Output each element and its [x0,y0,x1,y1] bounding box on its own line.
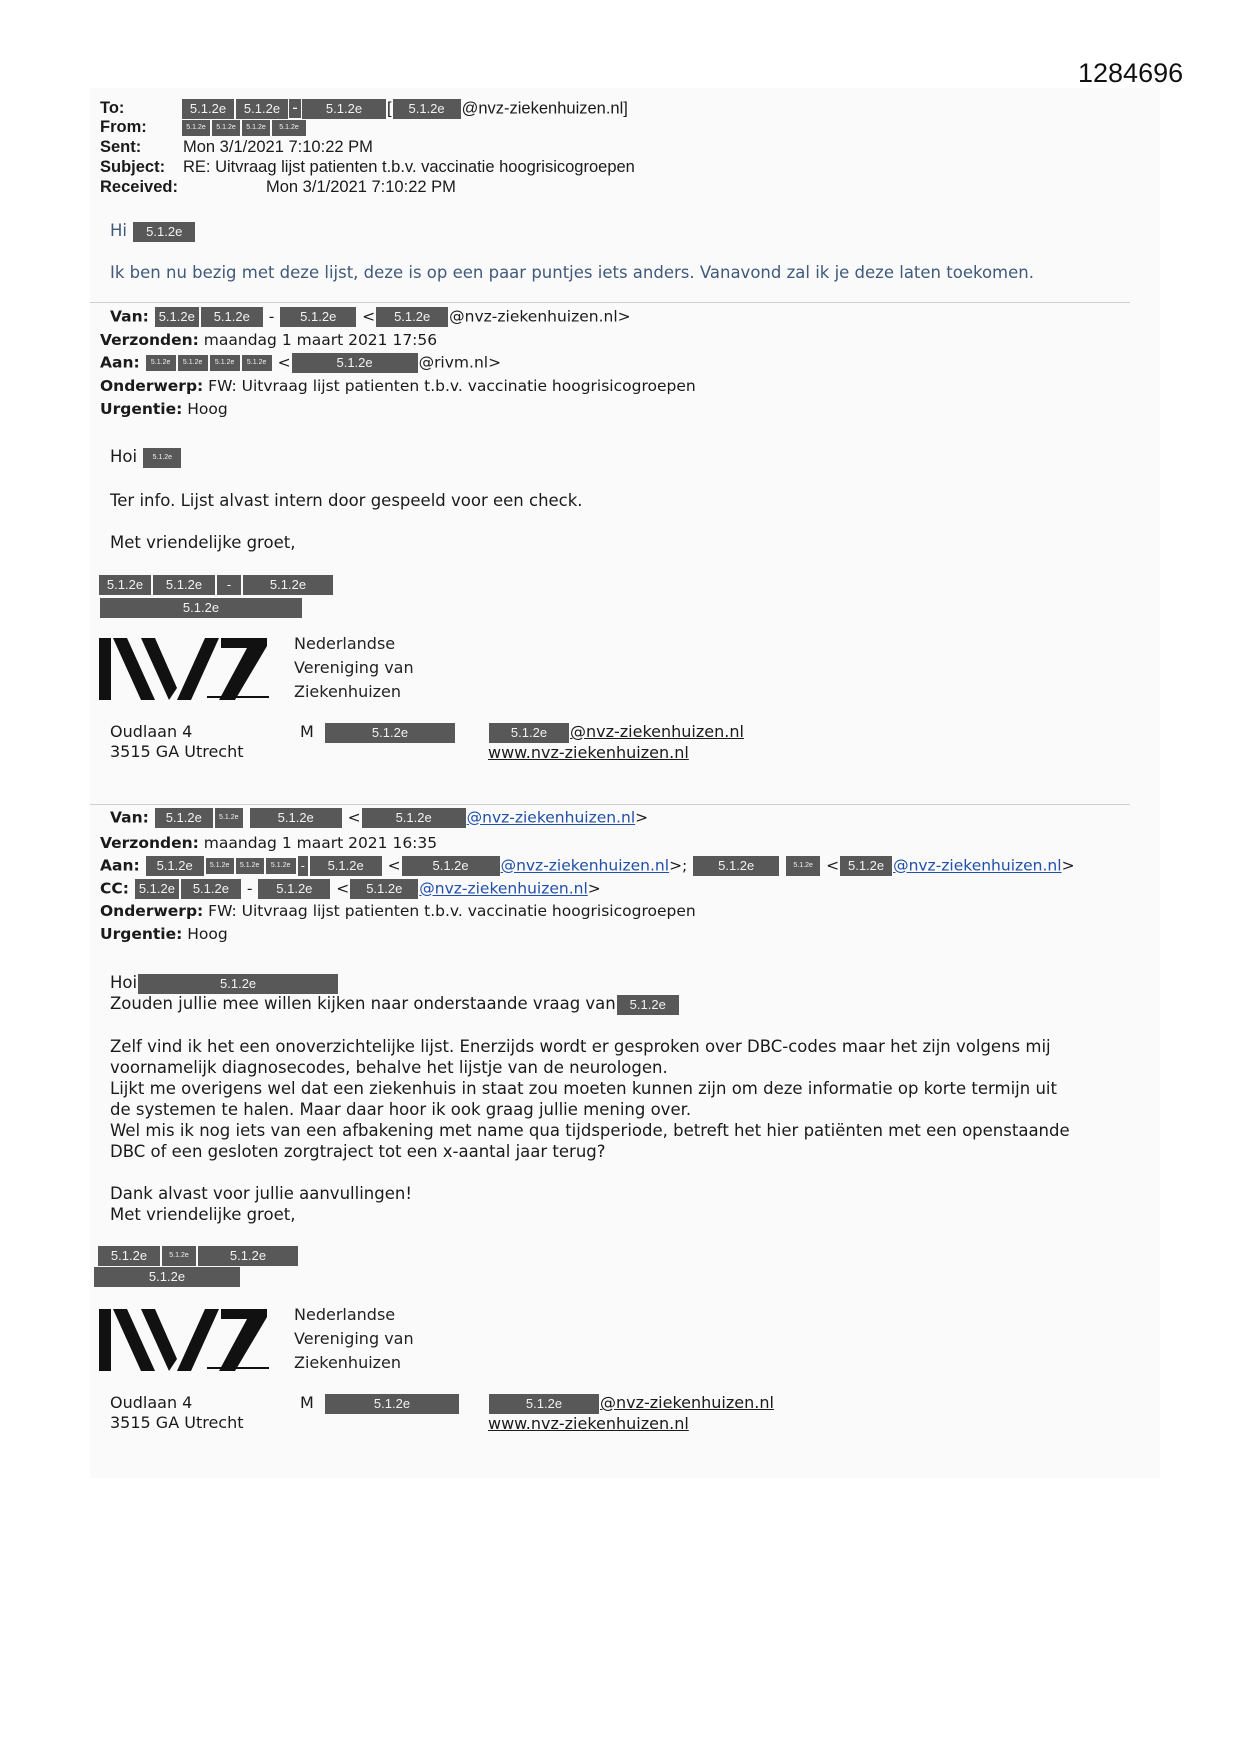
paragraph-line: de systemen te halen. Maar daar hoor ik ook graag jullie mening over. [110,1100,692,1119]
urgentie-label: Urgentie: [100,925,183,943]
redaction: 5.1.2e [215,808,243,828]
email-link[interactable]: @nvz-ziekenhuizen.nl [600,1393,774,1412]
separator [90,302,1130,303]
redaction: 5.1.2e [135,879,179,899]
redaction: 5.1.2e [153,575,215,595]
greeting-text: Hoi [110,447,138,466]
logo-line-1: Nederlandse [294,1305,396,1324]
redaction: 5.1.2e [133,222,195,242]
sent-value: Mon 3/1/2021 7:10:22 PM [183,138,373,156]
redaction: 5.1.2e [155,808,213,828]
website-link[interactable]: www.nvz-ziekenhuizen.nl [488,1413,689,1433]
redaction: 5.1.2e [362,808,466,828]
verzonden-value: maandag 1 maart 2021 17:56 [203,331,438,349]
to-label: To: [100,99,125,118]
aan-row: Aan: 5.1.2e 5.1.2e 5.1.2e 5.1.2e < 5.1.2e @rivm.nl> [100,353,502,372]
separator [90,804,1130,805]
address-block [110,1393,244,1433]
redaction: 5.1.2e [250,808,342,828]
redaction: 5.1.2e [280,307,356,327]
signature-name-redacted [97,1245,299,1266]
logo-wordmark [294,632,414,704]
verzonden-row [100,834,437,852]
van-label: Van: [110,808,149,827]
dash: - [289,99,301,118]
closing-text: Met vriendelijke groet, [110,1205,296,1224]
aan-email-link-1[interactable]: @nvz-ziekenhuizen.nl [500,856,670,875]
redaction: 5.1.2e [302,99,386,119]
logo-wordmark [294,1303,414,1375]
verzonden-row [100,331,437,349]
aan-row: Aan: 5.1.2e 5.1.2e 5.1.2e 5.1.2e - 5.1.2e < 5.1.2e @nvz-ziekenhuizen.nl>; 5.1.2e 5.1.2e < 5.1.2e @nvz-ziekenhuizen.nl> [100,856,1075,875]
street: Oudlaan 4 [110,722,193,741]
verzonden-value: maandag 1 maart 2021 16:35 [203,834,438,852]
paragraph-line: Lijkt me overigens wel dat een ziekenhuis in staat zou moeten kunnen zijn om deze informatie op korte termijn uit [110,1079,1057,1098]
question-text: Zouden jullie mee willen kijken naar onderstaande vraag van [110,994,616,1013]
verzonden-label: Verzonden: [100,331,199,349]
redaction: 5.1.2e [182,120,210,136]
signature-title-redacted [99,597,303,618]
redaction: 5.1.2e [201,307,263,327]
contact-links [488,722,744,763]
onderwerp-value: FW: Uitvraag lijst patienten t.b.v. vaccinatie hoogrisicogroepen [208,902,696,920]
paragraph-line: DBC of een gesloten zorgtraject tot een x-aantal jaar terug? [110,1142,606,1161]
redaction: 5.1.2e [376,307,448,327]
redaction: 5.1.2e [146,856,204,876]
redaction: 5.1.2e [178,355,208,371]
redaction: 5.1.2e [155,307,199,327]
cc-email-link[interactable]: @nvz-ziekenhuizen.nl [419,879,588,898]
redaction: 5.1.2e [325,1394,459,1414]
redaction: 5.1.2e [350,879,418,899]
mobile-row [300,722,456,743]
website-link[interactable]: www.nvz-ziekenhuizen.nl [488,742,689,762]
logo-line-1: Nederlandse [294,634,396,653]
reply-greeting [110,220,196,242]
redaction: 5.1.2e [243,575,333,595]
received-label: Received: [100,178,178,196]
aan-label: Aan: [100,856,140,875]
contact-links [488,1393,774,1434]
mail3-question [110,993,680,1015]
mail3-paragraph [110,1036,1070,1162]
sent-label: Sent: [100,138,142,156]
redaction: 5.1.2e [693,856,779,876]
van-row: Van: 5.1.2e 5.1.2e - 5.1.2e < 5.1.2e @nvz-ziekenhuizen.nl> [110,307,631,326]
urgentie-row [100,925,228,943]
email-link[interactable]: @nvz-ziekenhuizen.nl [570,722,744,741]
paragraph-line: voornamelijk diagnosecodes, behalve het lijstje van de neurologen. [110,1058,668,1077]
street: Oudlaan 4 [110,1393,193,1412]
redaction: 5.1.2e [99,575,151,595]
redaction: 5.1.2e [242,120,270,136]
mail3-thanks [110,1183,412,1225]
redaction: 5.1.2e [786,856,820,876]
mobile-label: M [300,1393,314,1412]
redaction: 5.1.2e [162,1246,196,1266]
redaction: 5.1.2e [98,1246,160,1266]
to-row [100,99,628,119]
van-row: Van: 5.1.2e 5.1.2e 5.1.2e < 5.1.2e @nvz-ziekenhuizen.nl> [110,808,649,827]
from-label: From: [100,118,147,136]
verzonden-label: Verzonden: [100,834,199,852]
redaction: 5.1.2e [258,879,330,899]
redaction: 5.1.2e [212,120,240,136]
redaction: 5.1.2e [198,1246,298,1266]
received-value: Mon 3/1/2021 7:10:22 PM [266,178,456,196]
logo-line-3: Ziekenhuizen [294,1353,402,1372]
redaction: 5.1.2e [100,598,302,618]
van-label: Van: [110,307,149,326]
redaction: 5.1.2e [489,1394,599,1414]
mobile-label: M [300,722,314,741]
mail2-line1: Ter info. Lijst alvast intern door gespeeld voor een check. [110,491,583,510]
redaction: 5.1.2e [393,99,461,119]
document-number: 1284696 [1078,58,1184,88]
logo-line-3: Ziekenhuizen [294,682,402,701]
urgentie-label: Urgentie: [100,400,183,418]
from-row [100,118,307,137]
redaction: 5.1.2e [266,858,296,874]
subject-row [100,158,635,177]
reply-text: Ik ben nu bezig met deze lijst, deze is op een paar puntjes iets anders. Vanavond zal ik je deze laten toekomen. [110,263,1034,282]
city: 3515 GA Utrecht [110,742,244,761]
email-thread-background [90,88,1160,1478]
thanks-text: Dank alvast voor jullie aanvullingen! [110,1184,412,1203]
address-block [110,722,244,762]
redaction: 5.1.2e [181,879,241,899]
redaction: 5.1.2e [292,353,418,373]
onderwerp-row [100,902,696,920]
bracket: [ [387,99,392,118]
onderwerp-row [100,377,696,395]
urgentie-value: Hoog [187,400,228,418]
redaction: 5.1.2e [272,120,306,136]
redaction: 5.1.2e [236,858,264,874]
redaction: 5.1.2e [146,355,176,371]
redaction: 5.1.2e [489,723,569,743]
nvz-logo-icon [99,1309,269,1371]
urgentie-value: Hoog [187,925,228,943]
redaction: 5.1.2e [182,99,234,119]
subject-label: Subject: [100,158,166,176]
cc-label: CC: [100,879,129,898]
signature-title-redacted [93,1266,241,1287]
paragraph-line: Zelf vind ik het een onoverzichtelijke lijst. Enerzijds wordt er gesproken over DBC-codes maar het zijn volgens mij [110,1037,1051,1056]
onderwerp-label: Onderwerp: [100,377,204,395]
onderwerp-value: FW: Uitvraag lijst patienten t.b.v. vaccinatie hoogrisicogroepen [208,377,696,395]
mail2-greeting [110,446,182,468]
aan-email-link-2[interactable]: @nvz-ziekenhuizen.nl [893,856,1062,875]
logo-line-2: Vereniging van [294,658,414,677]
to-domain: @nvz-ziekenhuizen.nl] [461,99,628,118]
urgentie-row [100,400,228,418]
subject-value: RE: Uitvraag lijst patienten t.b.v. vaccinatie hoogrisicogroepen [183,158,635,176]
redaction: 5.1.2e [236,99,288,119]
received-row [100,178,456,197]
city: 3515 GA Utrecht [110,1413,244,1432]
redaction: 5.1.2e [242,355,272,371]
redaction: 5.1.2e [138,974,338,994]
van-email-link[interactable]: @nvz-ziekenhuizen.nl [466,808,636,827]
signature-name-redacted: 5.1.2e 5.1.2e - 5.1.2e [98,574,334,595]
redaction: 5.1.2e [402,856,500,876]
cc-row: CC: 5.1.2e 5.1.2e - 5.1.2e < 5.1.2e @nvz-ziekenhuizen.nl> [100,879,601,898]
mail3-greeting [110,972,339,994]
redaction: 5.1.2e [325,723,455,743]
mobile-row [300,1393,460,1414]
redaction: 5.1.2e [617,995,679,1015]
redaction: 5.1.2e [94,1267,240,1287]
redaction: 5.1.2e [210,355,240,371]
aan-domain: @rivm.nl> [418,353,502,372]
redaction: 5.1.2e [310,856,382,876]
onderwerp-label: Onderwerp: [100,902,204,920]
greeting-text: Hoi [110,973,138,992]
greeting-text: Hi [110,221,127,240]
redaction: 5.1.2e [840,856,892,876]
logo-line-2: Vereniging van [294,1329,414,1348]
mail2-closing: Met vriendelijke groet, [110,533,296,552]
aan-label: Aan: [100,353,140,372]
nvz-logo-icon [99,638,269,700]
sent-row [100,138,373,157]
redaction: 5.1.2e [143,448,181,468]
van-domain: @nvz-ziekenhuizen.nl> [449,307,631,326]
paragraph-line: Wel mis ik nog iets van een afbakening met name qua tijdsperiode, betreft het hier patiënten met een openstaande [110,1121,1070,1140]
redaction: 5.1.2e [206,858,234,874]
